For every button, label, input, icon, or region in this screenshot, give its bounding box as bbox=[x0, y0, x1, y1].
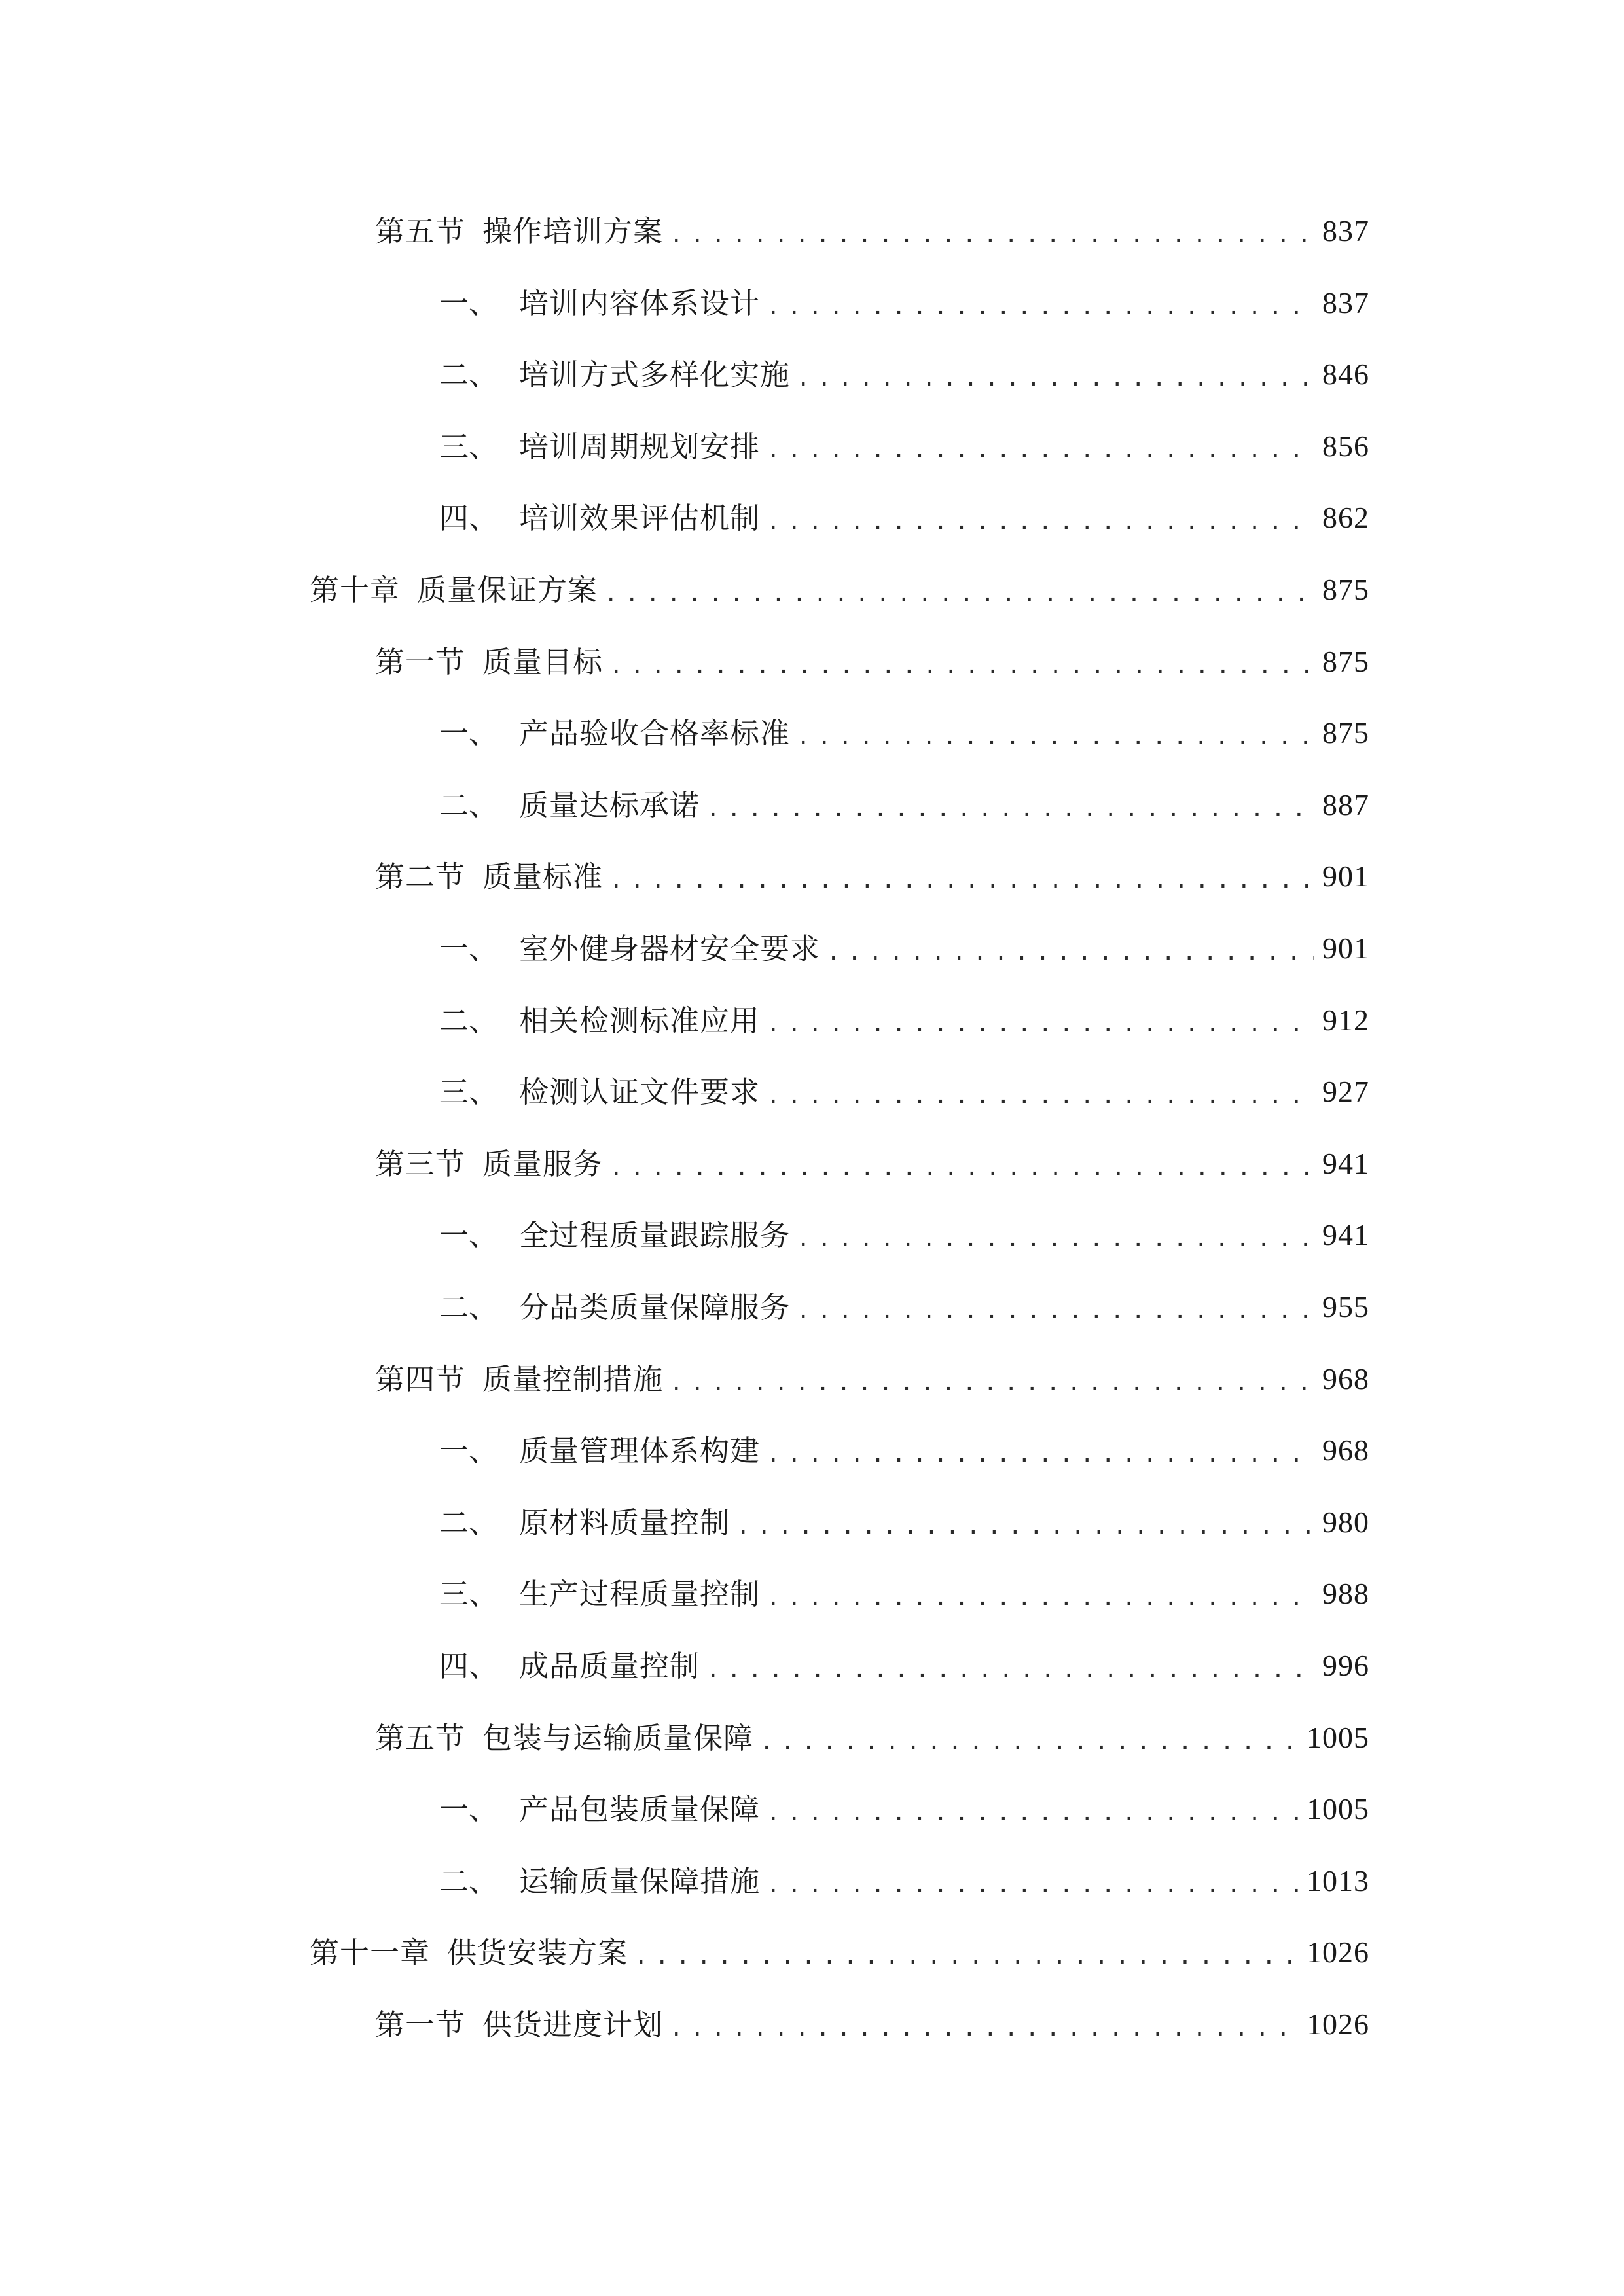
toc-page-number: 875 bbox=[1322, 644, 1369, 678]
toc-dot-leader bbox=[670, 224, 1314, 246]
toc-entry-title: 质量标准 bbox=[482, 859, 604, 895]
toc-dot-leader bbox=[767, 1085, 1314, 1107]
toc-entry-item[interactable] bbox=[439, 337, 1369, 393]
toc-page-number: 941 bbox=[1322, 1146, 1369, 1180]
toc-entry-label: 二、 bbox=[439, 1863, 499, 1899]
toc-entry-label: 三、 bbox=[439, 1577, 499, 1612]
toc-entry-title: 质量服务 bbox=[482, 1146, 604, 1181]
toc-dot-leader bbox=[767, 439, 1314, 461]
toc-entry-title: 质量达标承诺 bbox=[519, 787, 700, 823]
toc-page-number: 901 bbox=[1322, 931, 1369, 965]
toc-entry-item[interactable] bbox=[439, 1054, 1369, 1110]
toc-entry-section[interactable] bbox=[375, 624, 1369, 677]
toc-entry-title: 质量管理体系构建 bbox=[519, 1433, 761, 1469]
toc-dot-leader bbox=[706, 1659, 1314, 1681]
toc-entry-label: 第一节 bbox=[375, 2007, 466, 2042]
toc-entry-label: 第四节 bbox=[375, 1361, 466, 1397]
toc-page-number: 837 bbox=[1322, 285, 1369, 319]
toc-entry-title: 培训内容体系设计 bbox=[519, 285, 761, 321]
toc-entry-title: 成品质量控制 bbox=[519, 1649, 700, 1683]
toc-entry-item[interactable] bbox=[439, 409, 1369, 464]
toc-page-number: 1005 bbox=[1307, 1720, 1369, 1754]
toc-entry-item[interactable] bbox=[439, 768, 1369, 823]
toc-entry-label: 二、 bbox=[439, 357, 499, 393]
toc-dot-leader bbox=[670, 2017, 1299, 2039]
toc-entry-chapter[interactable] bbox=[310, 552, 1369, 605]
toc-dot-leader bbox=[827, 941, 1314, 963]
toc-dot-leader bbox=[797, 1228, 1314, 1250]
toc-page-number: 968 bbox=[1322, 1361, 1369, 1395]
toc-page-number: 837 bbox=[1322, 214, 1369, 247]
toc-entry-title: 培训效果评估机制 bbox=[519, 501, 761, 536]
toc-entry-label: 第五节 bbox=[375, 1720, 466, 1755]
toc-entry-section[interactable] bbox=[375, 1342, 1369, 1397]
toc-entry-label: 一、 bbox=[439, 1218, 499, 1253]
toc-page-number: 856 bbox=[1322, 429, 1369, 463]
toc-page-number: 912 bbox=[1322, 1003, 1369, 1037]
toc-entry-item[interactable] bbox=[439, 983, 1369, 1038]
toc-entry-title: 质量保证方案 bbox=[417, 573, 598, 607]
toc-dot-leader bbox=[609, 655, 1314, 677]
toc-entry-title: 原材料质量控制 bbox=[519, 1505, 731, 1540]
toc-entry-title: 质量目标 bbox=[482, 644, 604, 679]
toc-dot-leader bbox=[609, 869, 1314, 891]
toc-page-number: 1013 bbox=[1307, 1863, 1369, 1897]
toc-entry-section[interactable] bbox=[375, 1987, 1369, 2042]
toc-entry-item[interactable] bbox=[439, 1198, 1369, 1253]
toc-dot-leader bbox=[634, 1945, 1299, 1967]
toc-dot-leader bbox=[767, 1443, 1314, 1465]
toc-entry-title: 生产过程质量控制 bbox=[519, 1577, 761, 1612]
toc-entry-title: 质量控制措施 bbox=[482, 1361, 664, 1397]
toc-entry-item[interactable] bbox=[439, 1628, 1369, 1681]
toc-entry-label: 第三节 bbox=[375, 1146, 466, 1181]
toc-page-number: 1026 bbox=[1307, 2007, 1369, 2041]
toc-entry-title: 供货安装方案 bbox=[447, 1935, 628, 1971]
toc-entry-section[interactable] bbox=[375, 1700, 1369, 1753]
toc-entry-item[interactable] bbox=[439, 1485, 1369, 1540]
toc-entry-chapter[interactable] bbox=[310, 1915, 1369, 1971]
toc-page-number: 875 bbox=[1322, 573, 1369, 606]
toc-entry-title: 检测认证文件要求 bbox=[519, 1075, 761, 1110]
toc-entry-title: 产品包装质量保障 bbox=[519, 1792, 761, 1827]
toc-dot-leader bbox=[767, 296, 1314, 318]
toc-page-number: 1005 bbox=[1307, 1792, 1369, 1826]
toc-entry-label: 三、 bbox=[439, 1075, 499, 1110]
toc-entry-label: 一、 bbox=[439, 931, 499, 966]
toc-entry-label: 二、 bbox=[439, 1505, 499, 1540]
toc-dot-leader bbox=[760, 1731, 1299, 1753]
toc-entry-item[interactable] bbox=[439, 1270, 1369, 1325]
toc-dot-leader bbox=[797, 726, 1314, 748]
toc-dot-leader bbox=[670, 1372, 1314, 1394]
toc-page-number: 846 bbox=[1322, 357, 1369, 391]
toc-entry-title: 运输质量保障措施 bbox=[519, 1863, 761, 1899]
toc-entry-title: 培训方式多样化实施 bbox=[519, 357, 791, 393]
toc-page-number: 980 bbox=[1322, 1505, 1369, 1539]
toc-entry-label: 四、 bbox=[439, 501, 499, 536]
toc-dot-leader bbox=[797, 1300, 1314, 1322]
toc-entry-label: 二、 bbox=[439, 787, 499, 823]
toc-entry-title: 相关检测标准应用 bbox=[519, 1003, 761, 1038]
toc-entry-title: 供货进度计划 bbox=[482, 2007, 664, 2042]
toc-entry-label: 一、 bbox=[439, 1433, 499, 1469]
toc-entry-label: 第五节 bbox=[375, 214, 466, 249]
toc-page-number: 875 bbox=[1322, 716, 1369, 750]
toc-page-number: 927 bbox=[1322, 1075, 1369, 1109]
toc-entry-item[interactable] bbox=[439, 911, 1369, 966]
toc-entry-item[interactable] bbox=[439, 696, 1369, 751]
toc-dot-leader bbox=[767, 1587, 1314, 1609]
toc-entry-title: 分品类质量保障服务 bbox=[519, 1290, 791, 1325]
toc-entry-label: 二、 bbox=[439, 1290, 499, 1325]
toc-dot-leader bbox=[736, 1515, 1314, 1537]
toc-entry-label: 二、 bbox=[439, 1003, 499, 1038]
toc-entry-section[interactable] bbox=[375, 839, 1369, 895]
toc-dot-leader bbox=[767, 1874, 1299, 1896]
toc-dot-leader bbox=[706, 798, 1314, 820]
toc-dot-leader bbox=[604, 583, 1314, 605]
toc-entry-title: 室外健身器材安全要求 bbox=[519, 931, 821, 966]
toc-entry-title: 产品验收合格率标准 bbox=[519, 716, 791, 751]
toc-entry-label: 四、 bbox=[439, 1649, 499, 1683]
toc-entry-label: 第二节 bbox=[375, 859, 466, 895]
toc-dot-leader bbox=[797, 367, 1314, 389]
toc-entry-item[interactable] bbox=[439, 1556, 1369, 1612]
toc-dot-leader bbox=[767, 511, 1314, 533]
toc-entry-label: 第十章 bbox=[310, 573, 401, 607]
toc-page-number: 862 bbox=[1322, 501, 1369, 535]
toc-page-number: 1026 bbox=[1307, 1935, 1369, 1969]
toc-entry-title: 操作培训方案 bbox=[482, 214, 664, 249]
toc-entry-label: 一、 bbox=[439, 1792, 499, 1827]
toc-entry-item[interactable] bbox=[439, 266, 1369, 321]
toc-entry-section[interactable] bbox=[375, 194, 1369, 249]
toc-entry-item[interactable] bbox=[439, 480, 1369, 536]
toc-entry-label: 一、 bbox=[439, 285, 499, 321]
toc-page-number: 887 bbox=[1322, 787, 1369, 821]
toc-dot-leader bbox=[767, 1013, 1314, 1035]
toc-entry-item[interactable] bbox=[439, 1844, 1369, 1899]
toc-entry-section[interactable] bbox=[375, 1126, 1369, 1179]
toc-entry-label: 一、 bbox=[439, 716, 499, 751]
toc-page-number: 955 bbox=[1322, 1290, 1369, 1323]
toc-entry-item[interactable] bbox=[439, 1413, 1369, 1469]
toc-dot-leader bbox=[609, 1157, 1314, 1179]
toc-entry-title: 全过程质量跟踪服务 bbox=[519, 1218, 791, 1253]
toc-entry-title: 培训周期规划安排 bbox=[519, 429, 761, 464]
toc-entry-label: 三、 bbox=[439, 429, 499, 464]
toc-dot-leader bbox=[767, 1802, 1299, 1824]
toc-page-number: 968 bbox=[1322, 1433, 1369, 1467]
toc-page-number: 988 bbox=[1322, 1577, 1369, 1611]
toc-entry-title: 包装与运输质量保障 bbox=[482, 1720, 754, 1755]
toc-page-number: 996 bbox=[1322, 1649, 1369, 1682]
toc-entry-label: 第一节 bbox=[375, 644, 466, 679]
toc-entry-item[interactable] bbox=[439, 1772, 1369, 1827]
toc-page-number: 941 bbox=[1322, 1218, 1369, 1252]
toc-entry-label: 第十一章 bbox=[310, 1935, 431, 1971]
toc-page-number: 901 bbox=[1322, 859, 1369, 893]
